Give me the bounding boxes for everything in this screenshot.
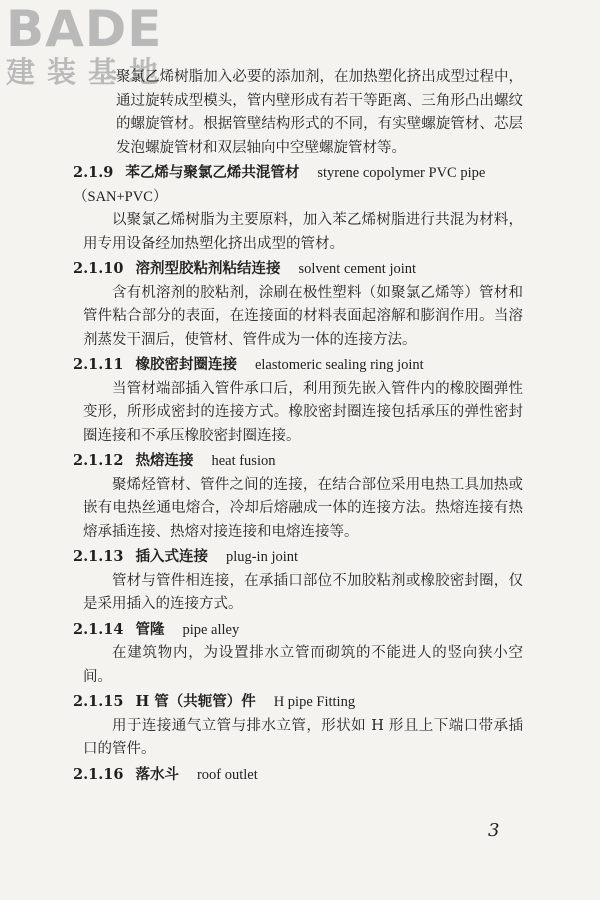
section-title-en: styrene copolymer PVC pipe（SAN+PVC） (73, 165, 486, 205)
document-body (73, 66, 523, 787)
section-title-en: elastomeric sealing ring joint (254, 357, 424, 373)
section-number: 2.1.15 (73, 693, 124, 710)
section-heading (73, 545, 523, 570)
section-title-en: pipe alley (182, 621, 240, 638)
section-title-zh: 落水斗 (135, 765, 179, 783)
section-title-zh: 苯乙烯与聚氯乙烯共混管材 (125, 164, 300, 181)
logo-wordmark: BADE (6, 0, 163, 58)
section-heading (73, 161, 523, 209)
section-body: 当管材端部插入管件承口后，利用预先嵌入管件内的橡胶圈弹性变形，所形成密封的连接方式。橡胶密封圈连接包括承压的弹性密封圈连接和不承压橡胶密封圈连接。 (83, 380, 523, 444)
section-title-zh: 插入式连接 (135, 548, 208, 565)
section-number: 2.1.16 (73, 765, 124, 783)
section-title-en: heat fusion (211, 453, 276, 469)
section-body: 聚烯烃管材、管件之间的连接，在结合部位采用电热工具加热或嵌有电热丝通电熔合，冷却后熔融成一体的连接方法。热熔连接有热熔承插连接、热熔对接连接和电熔连接等。 (83, 476, 523, 540)
section-body: 在建筑物内，为设置排水立管而砌筑的不能进人的竖向狭小空间。 (83, 645, 523, 685)
section-number: 2.1.10 (73, 260, 124, 277)
section-body: 以聚氯乙烯树脂为主要原料，加入苯乙烯树脂进行共混为材料，用专用设备经加热塑化挤出成型的管材。 (83, 212, 523, 252)
section-title-zh: 热熔连接 (135, 452, 194, 469)
section-title-zh: 溶剂型胶粘剂粘结连接 (135, 260, 281, 277)
paragraph-intro: 聚氯乙烯树脂加入必要的添加剂，在加热塑化挤出成型过程中，通过旋转成型模头，管内壁形成有若干等距离、三角形凸出螺纹的螺旋管材。根据管壁结构形式的不同，有实壁螺旋管材、芯层发泡螺旋管材和双层轴向中空壁螺旋管材等。 (116, 69, 523, 156)
section-heading (73, 353, 523, 378)
section-title-en: solvent cement joint (298, 261, 417, 277)
section-title-en: plug-in joint (225, 549, 299, 565)
section-title-en: roof outlet (196, 766, 258, 783)
section-title-zh: H 管（共轭管）件 (135, 693, 256, 710)
logo-subtitle: 建装基地 (6, 55, 171, 89)
section-heading (73, 763, 523, 788)
section-body: 含有机溶剂的胶粘剂，涂刷在极性塑料（如聚氯乙烯等）管材和管件粘合部分的表面，在连接面的材料表面起溶解和膨润作用。当溶剂蒸发干涸后，使管材、管件成为一体的连接方法。 (83, 284, 523, 348)
section-body: 用于连接通气立管与排水立管，形状如 H 形且上下端口带承插口的管件。 (83, 717, 523, 757)
section-number: 2.1.11 (73, 356, 124, 373)
section-number: 2.1.14 (73, 620, 124, 638)
section-number: 2.1.12 (73, 452, 124, 469)
section-heading (73, 257, 523, 282)
section-number: 2.1.9 (73, 164, 114, 181)
section-title-zh: 橡胶密封圈连接 (135, 356, 237, 373)
section-heading (73, 690, 523, 715)
section-body: 管材与管件相连接，在承插口部位不加胶粘剂或橡胶密封圈，仅是采用插入的连接方式。 (83, 572, 523, 612)
section-title-zh: 管隆 (135, 620, 165, 638)
section-title-en: H pipe Fitting (273, 694, 356, 710)
section-number: 2.1.13 (73, 548, 124, 565)
page-number: 3 (488, 820, 500, 841)
section-heading (73, 618, 523, 643)
section-heading (73, 449, 523, 474)
